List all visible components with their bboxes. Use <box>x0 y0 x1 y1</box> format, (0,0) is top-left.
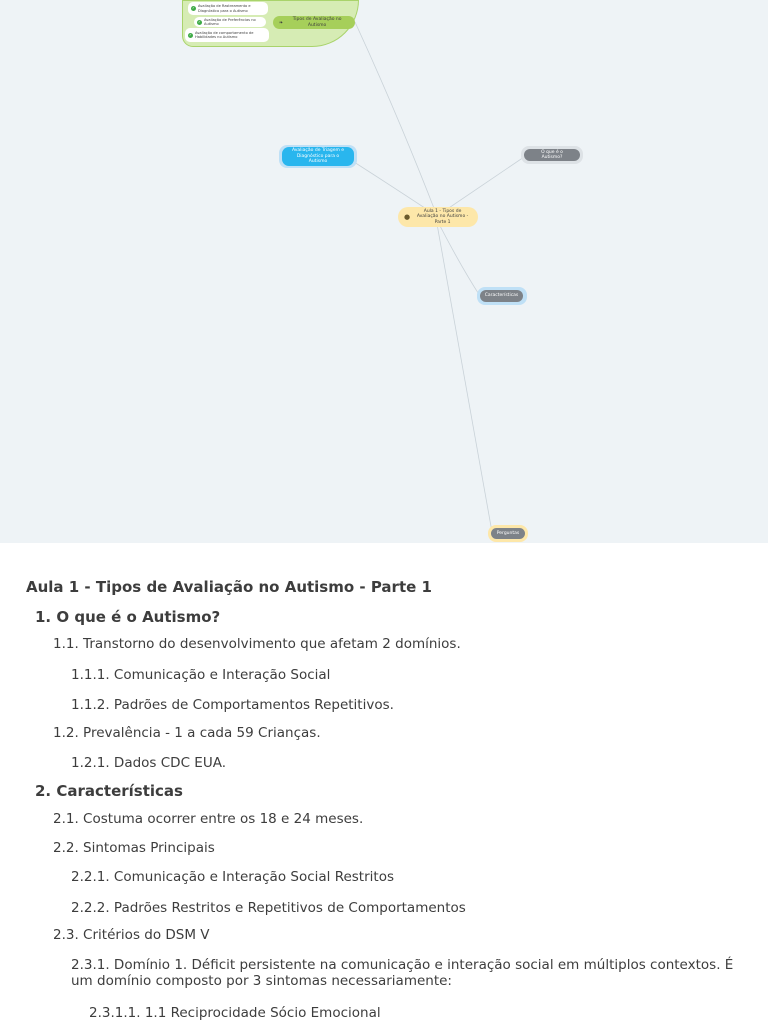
outline-section-1: 1. O que é o Autismo? <box>35 608 221 626</box>
topic-triagem[interactable] <box>282 147 354 166</box>
topic-label: Avaliação de Triagem e Diagnóstico para o Autismo <box>291 148 345 165</box>
topic-label: O que é o Autismo? <box>541 149 563 160</box>
check-icon: ✓ <box>198 19 201 24</box>
brain-icon: ● <box>404 212 411 221</box>
outline-item-2-2-2: 2.2.2. Padrões Restritos e Repetitivos de Comportamentos <box>71 900 466 916</box>
central-topic-label: Aula 1 - Tipos de Avaliação no Autismo - Parte 1 <box>416 208 469 225</box>
outline-section-2: 2. Características <box>35 782 183 800</box>
outline-item-1-1: 1.1. Transtorno do desenvolvimento que afetam 2 domínios. <box>53 636 461 652</box>
outline-item-2-1: 2.1. Costuma ocorrer entre os 18 e 24 meses. <box>53 811 364 827</box>
topic-caracteristicas[interactable] <box>480 290 523 302</box>
topic-oque[interactable] <box>524 149 580 161</box>
outline-item-2-3: 2.3. Critérios do DSM V <box>53 927 210 943</box>
outline-item-1-1-1: 1.1.1. Comunicação e Interação Social <box>71 667 331 683</box>
outline-item-1-1-2: 1.1.2. Padrões de Comportamentos Repetitivos. <box>71 697 394 713</box>
topic-label: Perguntas <box>496 530 520 536</box>
leaf-label: Avaliação de Rastreamento e Diagnóstico para o Autismo <box>198 4 251 13</box>
outline-item-2-2-1: 2.2.1. Comunicação e Interação Social Restritos <box>71 869 394 885</box>
outline-item-1-2: 1.2. Prevalência - 1 a cada 59 Crianças. <box>53 725 321 741</box>
outline-item-2-2: 2.2. Sintomas Principais <box>53 840 215 856</box>
outline-title: Aula 1 - Tipos de Avaliação no Autismo - Parte 1 <box>26 578 432 596</box>
leaf-label: Avaliação de comportamento de Habilidades no Autismo <box>195 30 254 39</box>
outline-item-1-2-1: 1.2.1. Dados CDC EUA. <box>71 755 226 771</box>
outline-item-2-3-1-1: 2.3.1.1. 1.1 Reciprocidade Sócio Emocional <box>89 1005 381 1021</box>
leaf-habilidades[interactable] <box>185 28 269 42</box>
leaf-preferencias[interactable] <box>194 17 266 27</box>
leaf-label: Avaliação de Preferências no Autismo <box>204 17 256 26</box>
topic-perguntas[interactable] <box>491 528 525 539</box>
outline-item-2-3-1: 2.3.1. Domínio 1. Déficit persistente na comunicação e interação social em múltiplos contextos. É um domínio composto por 3 sintomas necessariamente: <box>71 957 734 989</box>
leaf-icon: ❧ <box>279 19 284 26</box>
topic-tipos[interactable] <box>273 16 355 29</box>
topic-label: Características <box>484 293 519 299</box>
check-icon: ✓ <box>192 6 195 10</box>
connector-tipos <box>355 22 437 216</box>
topic-label: Tipos de Avaliação no Autismo <box>292 17 342 28</box>
check-icon: ✓ <box>189 32 192 37</box>
leaf-rastreamento[interactable] <box>188 2 268 15</box>
central-topic[interactable] <box>398 207 478 227</box>
